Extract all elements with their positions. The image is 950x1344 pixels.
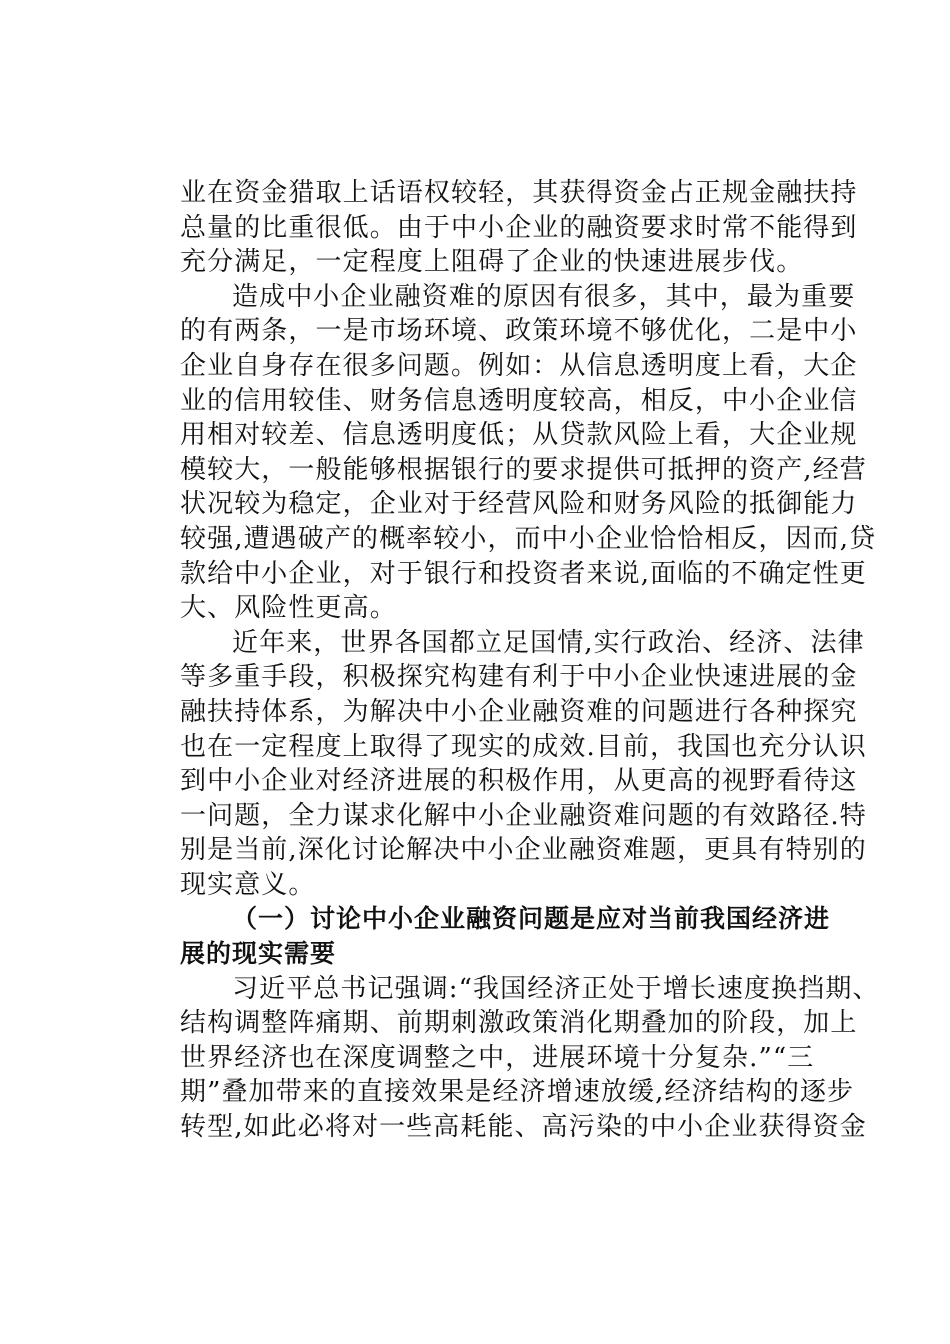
text-line: 的有两条，一是市场环境、政策环境不够优化，二是中小 xyxy=(180,316,858,347)
text-line: 到中小企业对经济进展的积极作用，从更高的视野看待这 xyxy=(180,766,858,797)
text-line: 模较大，一般能够根据银行的要求提供可抵押的资产,经营 xyxy=(180,454,867,485)
text-line: 总量的比重很低。由于中小企业的融资要求时常不能得到 xyxy=(180,212,858,243)
text-line: 造成中小企业融资难的原因有很多，其中，最为重要 xyxy=(232,281,856,312)
section-heading xyxy=(180,902,840,971)
text-line: 别是当前,深化讨论解决中小企业融资难题，更具有特别的 xyxy=(180,835,867,866)
text-line: 一问题，全力谋求化解中小企业融资难问题的有效路径.特 xyxy=(180,800,867,831)
text-line: 也在一定程度上取得了现实的成效.目前，我国也充分认识 xyxy=(180,731,867,762)
paragraph-continuation xyxy=(180,176,858,280)
paragraph-recent-years xyxy=(180,626,867,903)
text-line: 现实意义。 xyxy=(180,869,316,900)
text-line: 企业自身存在很多问题。例如：从信息透明度上看，大企 xyxy=(180,350,858,381)
text-line: 款给中小企业，对于银行和投资者来说,面临的不确定性更 xyxy=(180,558,867,589)
text-line: 世界经济也在深度调整之中，进展环境十分复杂.”“三 xyxy=(180,1042,815,1073)
paragraph-quote xyxy=(180,972,880,1145)
text-line: 结构调整阵痛期、前期刺激政策消化期叠加的阶段，加上 xyxy=(180,1008,858,1039)
heading-line: （一）讨论中小企业融资问题是应对当前我国经济进 xyxy=(232,904,831,934)
paragraph-causes xyxy=(180,280,877,626)
text-line: 习近平总书记强调:“我国经济正处于增长速度换挡期、 xyxy=(232,973,880,1004)
heading-line: 展的现实需要 xyxy=(180,939,337,969)
text-line: 较强,遭遇破产的概率较小，而中小企业恰恰相反，因而,贷 xyxy=(180,523,877,554)
text-line: 充分满足，一定程度上阻碍了企业的快速进展步伐。 xyxy=(180,247,804,278)
text-line: 大、风险性更高。 xyxy=(180,593,397,624)
text-line: 等多重手段，积极探究构建有利于中小企业快速进展的金 xyxy=(180,662,858,693)
text-line: 状况较为稳定，企业对于经营风险和财务风险的抵御能力 xyxy=(180,489,858,520)
text-line: 业在资金猎取上话语权较轻，其获得资金占正规金融扶持 xyxy=(180,178,858,208)
text-line: 用相对较差、信息透明度低；从贷款风险上看，大企业规 xyxy=(180,420,858,451)
text-line: 期”叠加带来的直接效果是经济增速放缓,经济结构的逐步 xyxy=(180,1077,855,1108)
text-line: 转型,如此必将对一些高耗能、高污染的中小企业获得资金 xyxy=(180,1112,867,1143)
text-line: 业的信用较佳、财务信息透明度较高，相反，中小企业信 xyxy=(180,385,858,416)
document-body xyxy=(180,176,880,1145)
text-line: 近年来，世界各国都立足国情,实行政治、经济、法律 xyxy=(232,627,865,658)
text-line: 融扶持体系，为解决中小企业融资难的问题进行各种探究 xyxy=(180,696,858,727)
